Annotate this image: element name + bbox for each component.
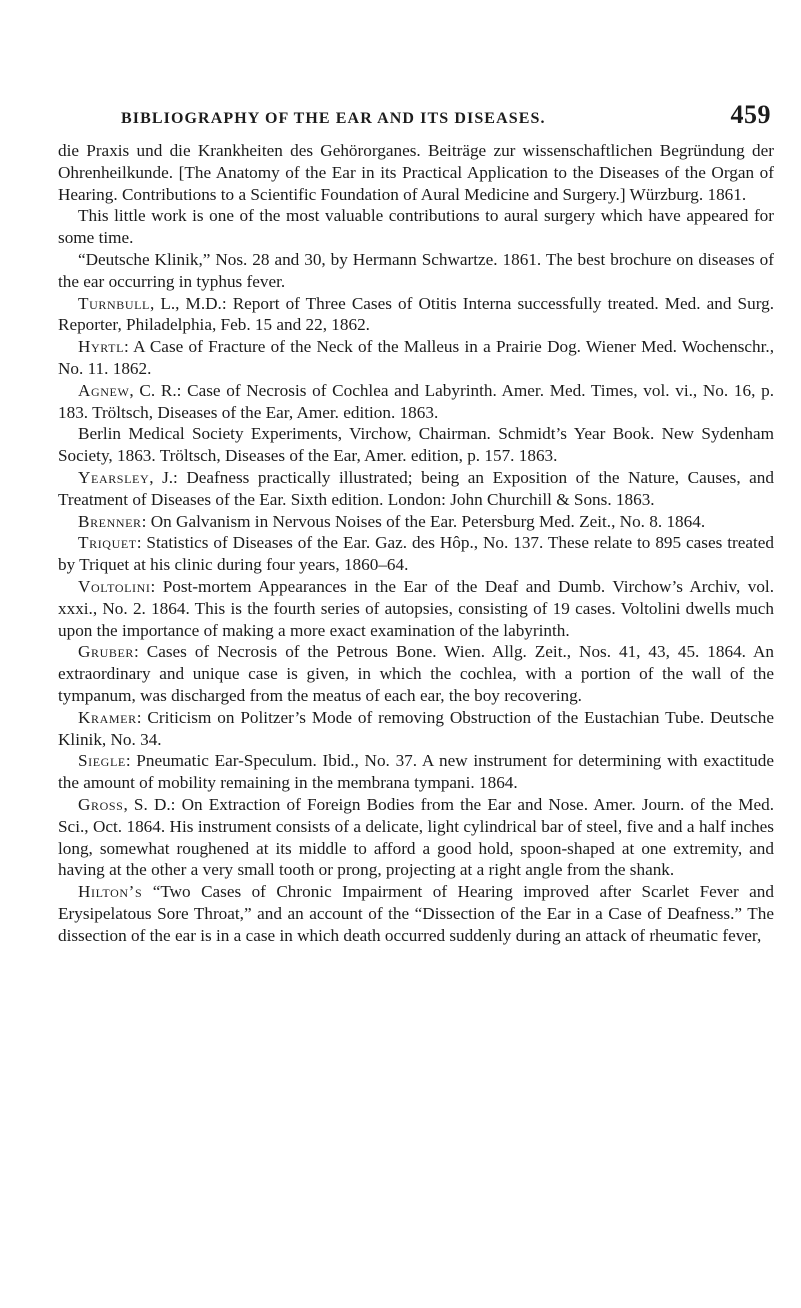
entry-text: : A Case of Fracture of the Neck of the Malleus in a Prairie Dog. Wiener Med. Wochenschr., No. 11. 1862. xyxy=(58,337,774,378)
entry-author: Turnbull xyxy=(78,293,150,313)
bibliography-entry xyxy=(58,794,774,881)
entry-text: : Post-mortem Appearances in the Ear of the Deaf and Dumb. Virchow’s Archiv, vol. xxxi., No. 2. 1864. This is the fourth series of autopsies, consisting of 19 cases. Voltolini dwells much upon the importance of making a more exact examination of the labyrinth. xyxy=(58,576,774,640)
bibliography-entry xyxy=(58,576,774,641)
bibliography-entry xyxy=(58,249,774,293)
entry-author: Yearsley xyxy=(78,467,150,487)
entry-author: Hilton’s xyxy=(78,882,143,902)
bibliography-entry xyxy=(58,881,774,946)
bibliography-entry xyxy=(58,293,774,337)
entry-text: : Cases of Necrosis of the Petrous Bone. Wien. Allg. Zeit., Nos. 41, 43, 45. 1864. An extraordinary and unique case is given, in which the cochlea, with a portion of the wall of the tympanum, was discharged from the meatus of each ear, the boy recovering. xyxy=(58,642,774,705)
entry-author: Triquet xyxy=(78,533,137,553)
bibliography-entry xyxy=(58,380,774,424)
bibliography-entry xyxy=(58,467,774,511)
entry-text: : Statistics of Diseases of the Ear. Gaz. des Hôp., No. 137. These relate to 895 cases treated by Triquet at his clinic during four years, 1860–64. xyxy=(58,533,774,575)
entry-author: Kramer xyxy=(78,707,137,727)
page-number: 459 xyxy=(730,100,771,129)
bibliography-entry xyxy=(58,707,774,751)
entry-text: Berlin Medical Society Experiments, Virchow, Chairman. Schmidt’s Year Book. New Sydenham Society, 1863. Tröltsch, Diseases of the Ear, Amer. edition, p. 157. 1863. xyxy=(58,424,774,466)
bibliography-body xyxy=(58,140,774,946)
bibliography-entry xyxy=(58,641,774,706)
entry-author: Agnew xyxy=(78,380,130,400)
bibliography-entry xyxy=(58,336,774,380)
bibliography-entry xyxy=(58,532,774,576)
entry-text: die Praxis und die Krankheiten des Gehörorganes. Beiträge zur wissenschaftlichen Begründung der Ohrenheilkunde. [The Anatomy of the Ear in its Practical Application to the Diseases of the Organ of Hearing. Contributions to a Scientific Foundation of Aural Medicine and Surgery.] Würzburg. 1861. xyxy=(58,141,774,204)
entry-text: , J.: Deafness practically illustrated; being an Exposition of the Nature, Causes, and Treatment of Diseases of the Ear. Sixth edition. London: John Churchill & Sons. 1863. xyxy=(58,467,774,509)
bibliography-entry xyxy=(58,750,774,794)
entry-text: , C. R.: Case of Necrosis of Cochlea and Labyrinth. Amer. Med. Times, vol. vi., No. 16, p. 183. Tröltsch, Diseases of the Ear, Amer. edition. 1863. xyxy=(58,380,774,422)
bibliography-entry xyxy=(58,205,774,249)
entry-author: Siegle xyxy=(78,751,126,771)
bibliography-entry xyxy=(58,140,774,205)
bibliography-entry xyxy=(58,423,774,467)
entry-text: , S. D.: On Extraction of Foreign Bodies from the Ear and Nose. Amer. Journ. of the Med. Sci., Oct. 1864. His instrument consists of a delicate, light cylindrical bar of steel, five and a half inches long, somewhat roughened at its middle to afford a good hold, spoon-shaped at one extremity, and having at the other a very small tooth or prong, projecting at a right angle from the shank. xyxy=(58,794,774,880)
entry-author: Gross xyxy=(78,794,124,814)
page-header xyxy=(121,100,771,130)
running-title: BIBLIOGRAPHY OF THE EAR AND ITS DISEASES. xyxy=(121,110,546,127)
entry-text: , L., M.D.: Report of Three Cases of Otitis Interna successfully treated. Med. and Surg. Reporter, Philadelphia, Feb. 15 and 22, 1862. xyxy=(58,293,774,335)
entry-author: Voltolini xyxy=(78,576,151,596)
entry-text: : On Galvanism in Nervous Noises of the Ear. Petersburg Med. Zeit., No. 8. 1864. xyxy=(141,511,706,531)
entry-author: Hyrtl xyxy=(78,337,125,357)
entry-text: This little work is one of the most valuable contributions to aural surgery which have appeared for some time. xyxy=(58,206,774,248)
entry-author: Gruber xyxy=(78,642,135,662)
entry-author: Brenner xyxy=(78,511,142,531)
entry-text: : Criticism on Politzer’s Mode of removing Obstruction of the Eustachian Tube. Deutsche Klinik, No. 34. xyxy=(58,707,774,749)
entry-text: “Two Cases of Chronic Impairment of Hearing improved after Scarlet Fever and Erysipelatous Sore Throat,” and an account of the “Dissection of the Ear in a Case of Deafness.” The dissection of the ear is in a case in which death occurred suddenly during an attack of rheumatic fever, xyxy=(58,882,774,945)
bibliography-entry xyxy=(58,511,774,533)
entry-text: “Deutsche Klinik,” Nos. 28 and 30, by Hermann Schwartze. 1861. The best brochure on diseases of the ear occurring in typhus fever. xyxy=(58,249,774,291)
entry-text: : Pneumatic Ear-Speculum. Ibid., No. 37. A new instrument for determining with exactitude the amount of mobility remaining in the membrana tympani. 1864. xyxy=(58,751,774,793)
